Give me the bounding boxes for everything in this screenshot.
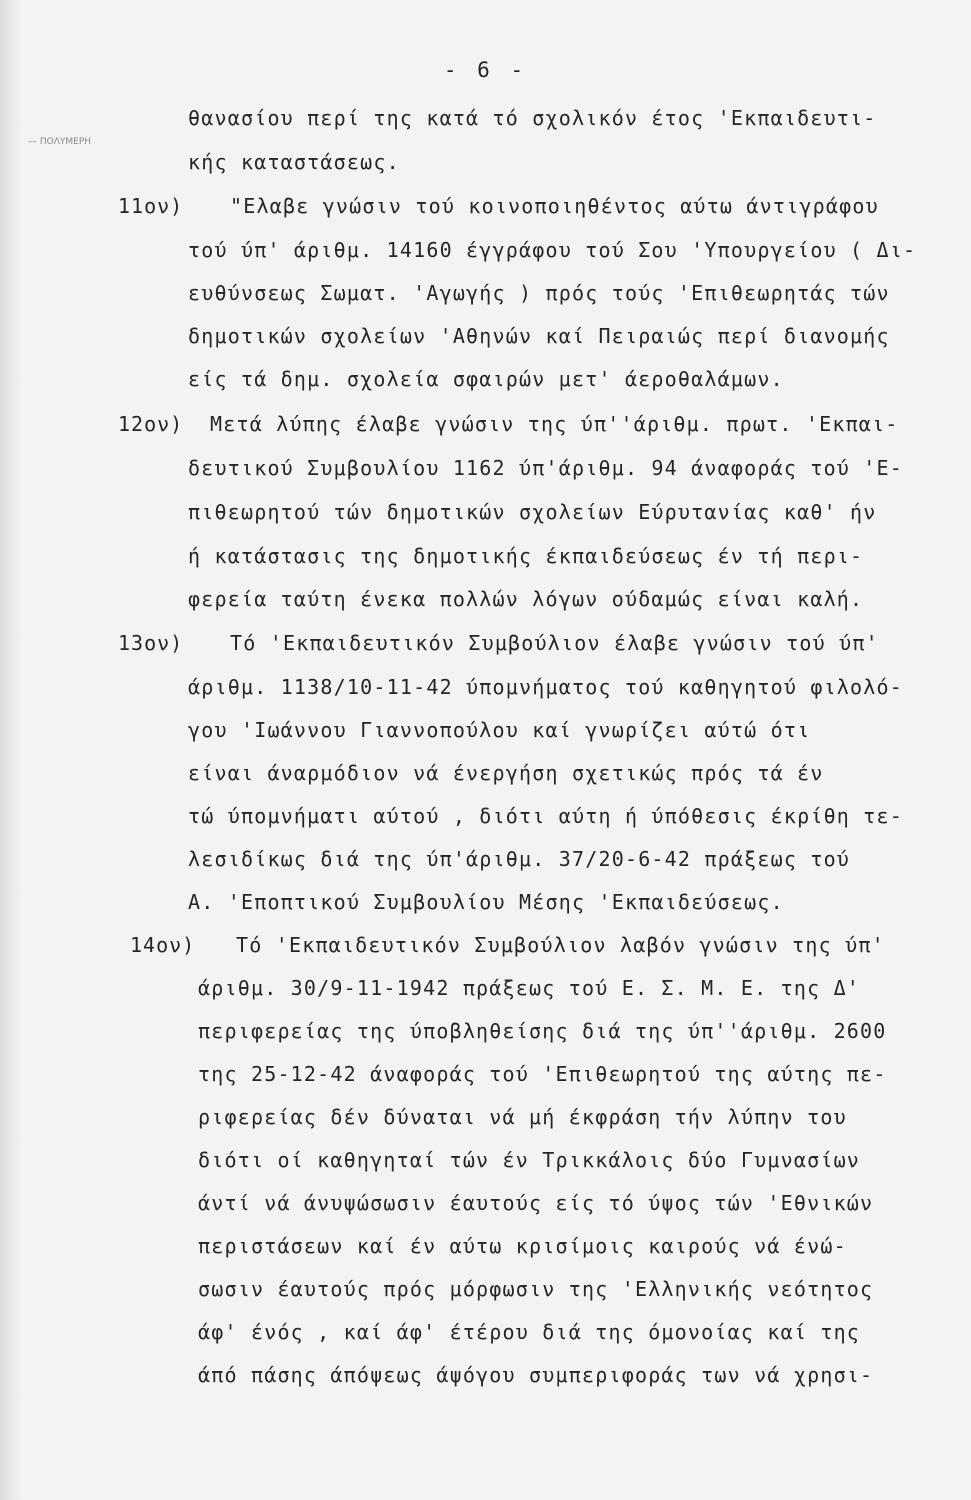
text-line: της 25-12-42 άναφοράς τού 'Επιθεωρητού της αύτης πε- [198,1062,887,1086]
item-number-12: 12ον) [118,412,184,436]
text-line: Τό 'Εκπαιδευτικόν Συμβούλιον έλαβε γνώσιν τού ύπ' [230,631,879,655]
page-edge-shadow [0,0,22,1500]
text-line: άριθμ. 30/9-11-1942 πράξεως τού Ε. Σ. Μ. Ε. της Δ' [198,976,861,1000]
text-line: φερεία ταύτη ένεκα πολλών λόγων ούδαμώς είναι καλή. [188,587,864,611]
text-line: πιθεωρητού τών δημοτικών σχολείων Εύρυτανίας καθ' ήν [188,500,877,524]
text-line: δευτικού Συμβουλίου 1162 ύπ'άριθμ. 94 άναφοράς τού 'Ε- [188,456,904,480]
item-number-13: 13ον) [118,631,184,655]
text-line: άπό πάσης άπόψεως άψόγου συμπεριφοράς των νά χρησι- [198,1363,874,1387]
text-line: σωσιν έαυτούς πρός μόρφωσιν της 'Ελληνικής νεότητος [198,1277,874,1301]
text-line: άφ' ένός , καί άφ' έτέρου διά της όμονοίας καί της [198,1320,861,1344]
text-line: τού ύπ' άριθμ. 14160 έγγράφου τού Σου 'Υπουργείου ( Δι- [188,238,917,262]
text-line: διότι οί καθηγηταί τών έν Τρικκάλοις δύο Γυμνασίων [198,1148,861,1172]
text-line: άντί νά άνυψώσωσιν έαυτούς είς τό ύψος τών 'Εθνικών [198,1191,874,1215]
text-line: είς τά δημ. σχολεία σφαιρών μετ' άεροθαλάμων. [188,367,784,391]
text-line: "Ελαβε γνώσιν τού κοινοποιηθέντος αύτω άντιγράφου [230,194,879,218]
text-line: ριφερείας δέν δύναται νά μή έκφράση τήν λύπην του [198,1105,847,1129]
margin-note: — ΠΟΛΥΜΕΡΗ [28,137,92,147]
text-line: θανασίου περί της κατά τό σχολικόν έτος 'Εκπαιδευτι- [188,106,877,130]
item-number-14: 14ον) [130,933,196,957]
text-line: είναι άναρμόδιον νά ένεργήση σχετικώς πρός τά έν [188,761,824,785]
text-line: ευθύνσεως Σωματ. 'Αγωγής ) πρός τούς 'Επιθεωρητάς τών [188,281,890,305]
text-line: λεσιδίκως διά της ύπ'άριθμ. 37/20-6-42 πράξεως τού [188,847,851,871]
text-line: περιστάσεων καί έν αύτω κρισίμοις καιρούς νά ένώ- [198,1234,847,1258]
text-line: Τό 'Εκπαιδευτικόν Συμβούλιον λαβόν γνώσιν της ύπ' [236,933,885,957]
text-line: Α. 'Εποπτικού Συμβουλίου Μέσης 'Εκπαιδεύσεως. [188,890,784,914]
page-number: - 6 - [443,58,528,82]
text-line: δημοτικών σχολείων 'Αθηνών καί Πειραιώς περί διανομής [188,324,890,348]
text-line: κής καταστάσεως. [188,150,400,174]
text-line: περιφερείας της ύποβληθείσης διά της ύπ''άριθμ. 2600 [198,1019,887,1043]
text-line: τώ ύπομνήματι αύτού , διότι αύτη ή ύπόθεσις έκρίθη τε- [188,804,904,828]
text-line: ή κατάστασις της δημοτικής έκπαιδεύσεως έν τή περι- [188,544,864,568]
text-line: γου 'Ιωάννου Γιαννοπούλου καί γνωρίζει αύτώ ότι [188,718,811,742]
text-line: άριθμ. 1138/10-11-42 ύπομνήματος τού καθηγητού φιλολό- [188,675,904,699]
item-number-11: 11ον) [118,194,184,218]
text-line: Μετά λύπης έλαβε γνώσιν της ύπ''άριθμ. πρωτ. 'Εκπαι- [210,412,899,436]
